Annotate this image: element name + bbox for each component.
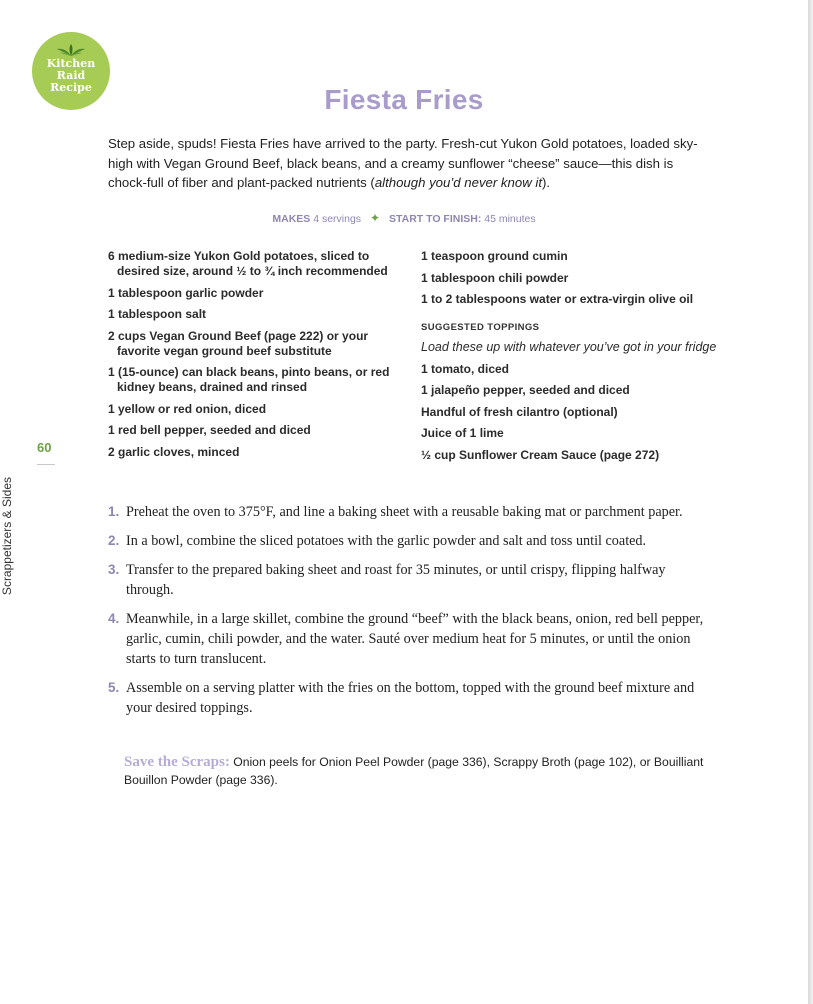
step-item: [108, 609, 708, 669]
intro-end: ).: [541, 175, 551, 190]
badge-line-3: Recipe: [50, 80, 92, 94]
recipe-meta: [0, 211, 808, 225]
badge-line-2: Raid: [56, 68, 86, 82]
section-label: Scrappetizers & Sides: [0, 477, 14, 596]
toppings-heading: SUGGESTED TOPPINGS: [421, 322, 540, 333]
ingredients-left-column: [108, 249, 398, 466]
ingredient-item: 2 garlic cloves, minced: [108, 444, 240, 459]
page-number: 60: [37, 440, 52, 455]
ingredients-right-column: [421, 249, 721, 469]
makes-value: 4 servings: [313, 213, 362, 225]
step-number: 3.: [108, 562, 120, 577]
step-number: 4.: [108, 611, 120, 626]
scraps-label: Save the Scraps:: [124, 754, 230, 770]
toppings-note: Load these up with whatever you’ve got in your fridge: [421, 340, 717, 354]
step-item: [108, 531, 708, 551]
step-number: 5.: [108, 680, 120, 695]
step-number: 1.: [108, 504, 120, 519]
ingredient-item: 6 medium-size Yukon Gold potatoes, sliced to desired size, around ½ to ¾ inch recommended: [108, 249, 388, 278]
step-text: Transfer to the prepared baking sheet and roast for 35 minutes, or until crispy, flipping halfway through.: [126, 562, 666, 598]
ingredient-item: 1 yellow or red onion, diced: [108, 401, 267, 416]
topping-item: ½ cup Sunflower Cream Sauce (page 272): [421, 447, 660, 462]
step-text: Meanwhile, in a large skillet, combine the ground “beef” with the black beans, onion, red bell pepper, garlic, cumin, chili powder, and the water. Sauté over medium heat for 5 minutes, or until the onion starts to turn translucent.: [126, 611, 704, 667]
ingredient-item: 1 red bell pepper, seeded and diced: [108, 423, 311, 437]
badge-line-1: Kitchen: [46, 56, 96, 70]
ingredient-item: 1 teaspoon ground cumin: [421, 249, 568, 263]
topping-item: Juice of 1 lime: [421, 426, 504, 440]
time-value: 45 minutes: [484, 213, 536, 225]
makes-label: MAKES: [272, 213, 311, 225]
step-item: [108, 678, 708, 718]
time-label: START TO FINISH:: [388, 213, 482, 225]
topping-item: 1 jalapeño pepper, seeded and diced: [421, 383, 630, 397]
star-separator-icon: ✦: [369, 211, 381, 225]
leaf-icon: [54, 43, 88, 57]
step-item: [108, 502, 708, 522]
topping-item: 1 tomato, diced: [421, 361, 510, 376]
ingredient-item: 1 tablespoon chili powder: [421, 270, 569, 285]
ingredient-item: 1 to 2 tablespoons water or extra-virgin olive oil: [421, 292, 694, 306]
recipe-title: Fiesta Fries: [324, 84, 484, 115]
ingredient-item: 1 tablespoon salt: [108, 307, 207, 321]
step-item: [108, 560, 708, 600]
step-text: Assemble on a serving platter with the fries on the bottom, topped with the ground beef mixture and your desired toppings.: [126, 680, 695, 716]
topping-item: Handful of fresh cilantro (optional): [421, 404, 618, 419]
scraps-text: Onion peels for Onion Peel Powder (page 336), Scrappy Broth (page 102), or Bouilliant Bouillon Powder (page 336).: [124, 755, 704, 787]
ingredient-item: 2 cups Vegan Ground Beef (page 222) or your favorite vegan ground beef substitute: [108, 328, 369, 358]
ingredient-item: 1 (15-ounce) can black beans, pinto beans, or red kidney beans, drained and rinsed: [108, 365, 390, 394]
recipe-intro: [108, 134, 708, 193]
intro-italic: although you’d never know it: [374, 175, 542, 190]
recipe-steps: [108, 502, 708, 727]
page-side-marker: [37, 440, 51, 455]
save-the-scraps-note: [124, 753, 709, 789]
intro-text: Step aside, spuds! Fiesta Fries have arrived to the party. Fresh-cut Yukon Gold potatoes, loaded sky-high with Vegan Ground Beef, black beans, and a creamy sunflower “cheese” sauce—this dish is chock-full of fiber and plant-packed nutrients (: [108, 136, 698, 190]
ingredient-item: 1 tablespoon garlic powder: [108, 285, 264, 300]
page-edge-shadow: [808, 0, 813, 1004]
step-number: 2.: [108, 533, 120, 548]
step-text: Preheat the oven to 375°F, and line a baking sheet with a reusable baking mat or parchment paper.: [126, 504, 683, 520]
step-text: In a bowl, combine the sliced potatoes with the garlic powder and salt and toss until coated.: [126, 533, 647, 549]
side-divider: [37, 464, 55, 465]
